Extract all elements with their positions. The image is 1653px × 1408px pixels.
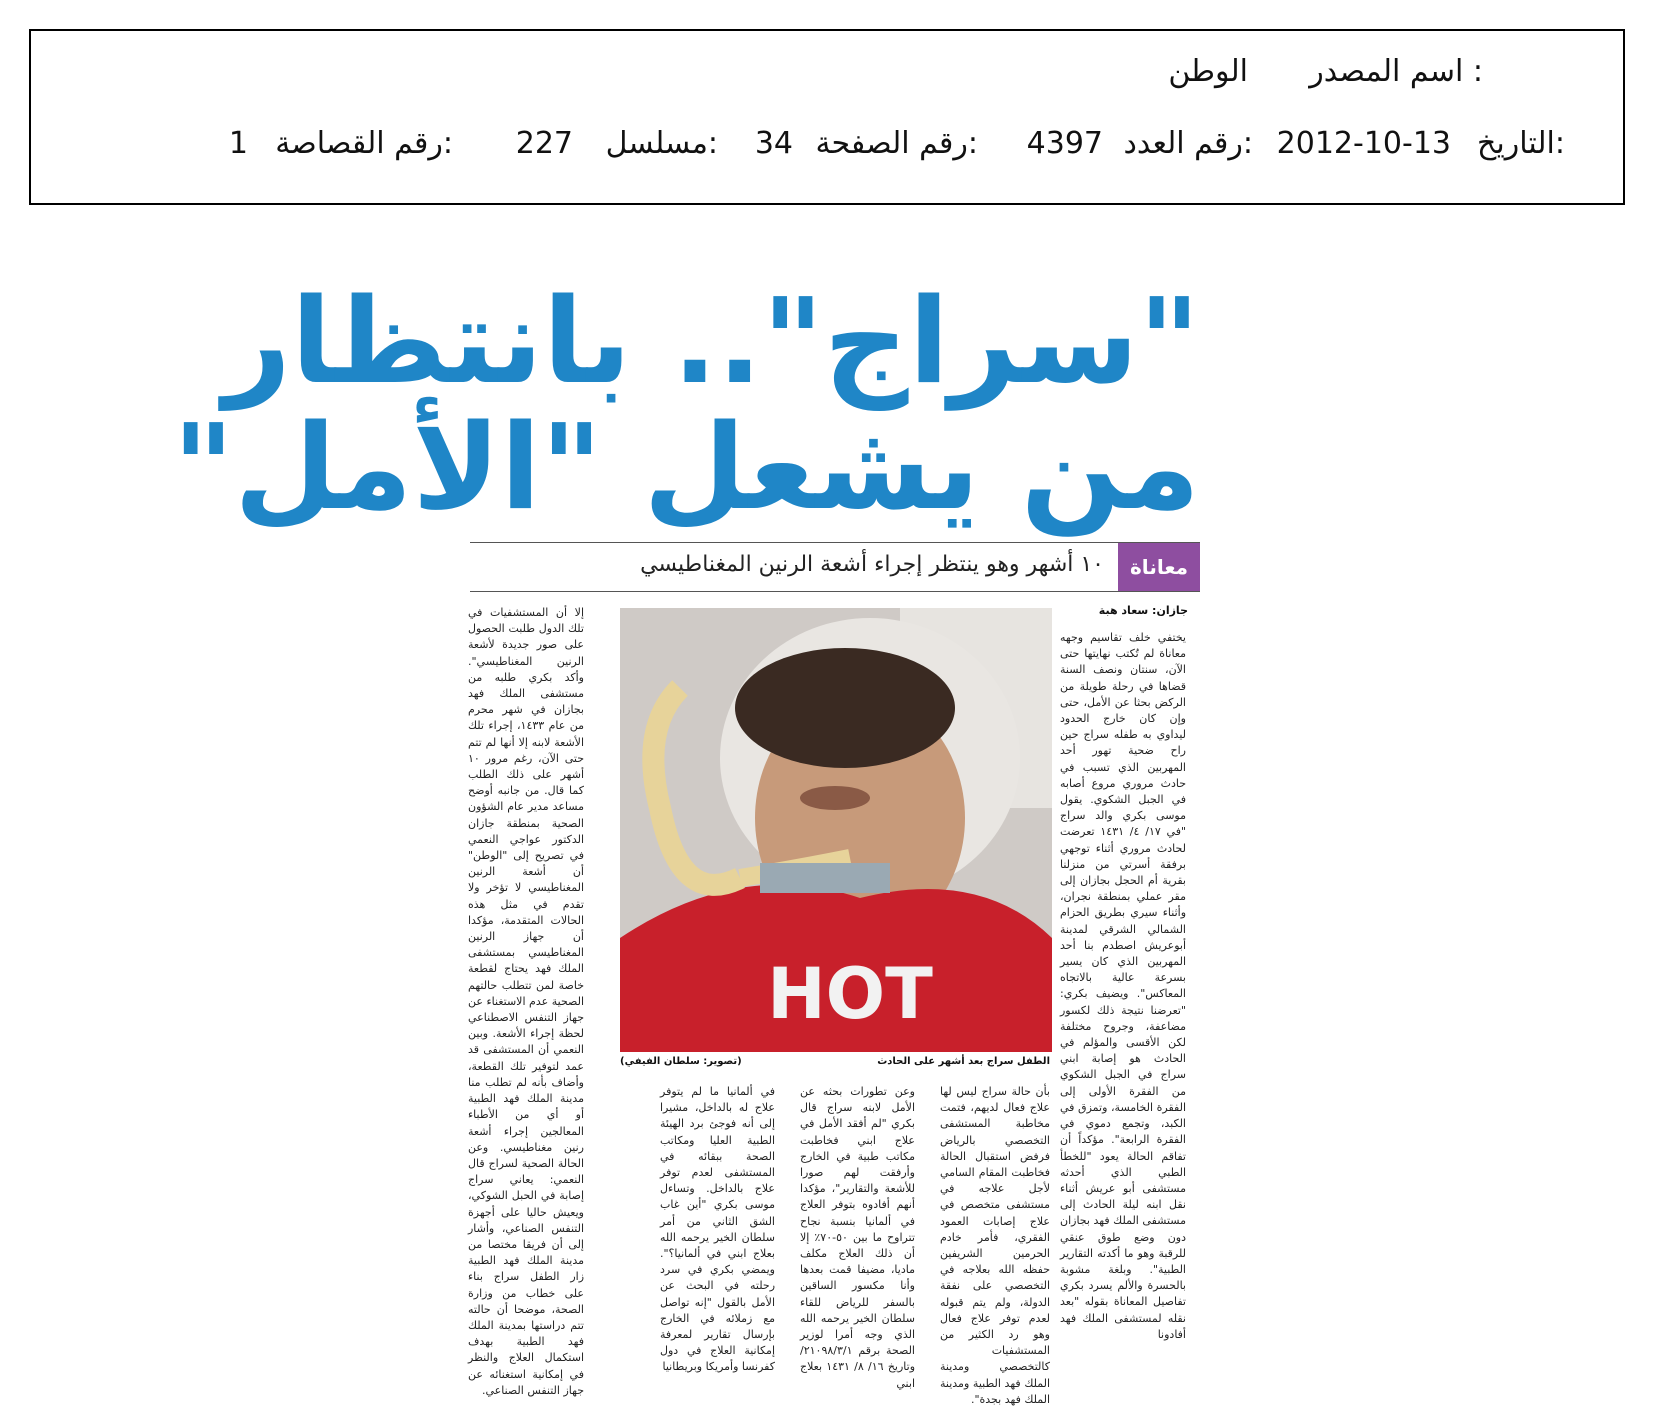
article-column-right: يختفي خلف تقاسيم وجهه معاناة لم تُكتب نهايتها حتى الآن، سنتان ونصف السنة قضاها في رحلة طويلة من الركض بحثا عن الأمل، حتى وإن كان خارج الحدود ليداوي به طفله سراج حين راح ضحية تهور أحد المهربين الذي تسبب في حادث مروري مروع أصابه في الجبل الشكوي. يقول موسى بكري والد سراج "في ١٧/ ٤/ ١٤٣١ تعرضت لحادث مروري أثناء توجهي برفقة أسرتي من منزلنا بقرية أم الحجل بجازان إلى مقر عملي بمنطقة نجران، وأثناء سيري بطريق الحزام الشمالي الشرقي لمدينة أبوعريش اصطدم بنا أحد المهربين الذي كان يسير بسرعة عالية بالاتجاه المعاكس". ويضيف بكري: "تعرضنا نتيجة ذلك لكسور مضاعفة، وجروح مختلفة لكن الأقسى والمؤلم في الحادث هو إصابة ابني سراج في الجبل الشكوي من الفقرة الأولى إلى الفقرة الخامسة، وتمزق في الكبد، وتجمع دموي في الفقرة الرابعة". مؤكداً أن تفاقم الحالة يعود "للخطأ الطبي الذي أحدثه مستشفى أبو عريش أثناء نقل ابنه ليلة الحادث إلى مستشفى الملك فهد بجازان دون وضع طوق عنقي للرقبة وهو ما أكدته التقارير الطبية". وبلغة مشوبة بالحسرة والألم يسرد بكري تفاصيل المعاناة بقوله "بعد نقله لمستشفى الملك فهد أفادونا — [1060, 631, 1187, 1341]
section-tag: معاناة — [1118, 543, 1200, 591]
clip-value: 1 — [228, 126, 248, 161]
issue-value: 4397 — [1026, 126, 1103, 161]
article-column-lower-1: بأن حالة سراج ليس لها علاج فعال لديهم، فتمت مخاطبة المستشفى التخصصي بالرياض فرفض استقبال الحالة فخاطبت المقام السامي لأجل علاجه في مستشفى متخصص في علاج إصابات العمود الفقري، فأمر خادم الحرمين الشريفين حفظه الله بعلاجه في التخصصي على نفقة الدولة، ولم يتم قبوله لعدم توفر علاج فعال وهو رد الكثير من المستشفيات كالتخصصي ومدينة الملك فهد الطبية ومدينة الملك فهد بجدة". — [940, 1085, 1050, 1406]
byline: جازان: سعاد هبة — [1098, 604, 1188, 617]
child-photo-illustration — [620, 608, 1052, 1052]
headline-line-1: "سراج".. بانتظار — [223, 272, 1200, 410]
source-value: الوطن — [1168, 54, 1248, 89]
source-label: اسم المصدر : — [1309, 54, 1483, 89]
news-article — [172, 260, 1200, 1406]
clip-label: رقم القصاصة: — [275, 126, 453, 161]
page-label: رقم الصفحة: — [815, 126, 978, 161]
article-column-lower-3: في ألمانيا ما لم يتوفر علاج له بالداخل، مشيرا إلى أنه فوجئ برد الهيئة الطبية العليا ومكاتب الصحة ببقائه في المستشفى لعدم توفر علاج بالداخل. وتساءل موسى بكري "أين غاب الشق الثاني من أمر سلطان الخير يرحمه الله بعلاج ابني في ألمانيا؟". ويمضي بكري في سرد رحلته في البحث عن الأمل بالقول "إنه تواصل مع زملائه في الخارج بإرسال تقارير لمعرفة إمكانية العلاج في دول كفرنسا وأمريكا وبريطانيا — [660, 1085, 775, 1374]
svg-text:HOT: HOT — [767, 953, 933, 1035]
article-column-left: إلا أن المستشفيات في تلك الدول طلبت الحصول على صور جديدة لأشعة الرنين المغناطيسي". وأكد بكري طلبه من مستشفى الملك فهد بجازان في شهر محرم من عام ١٤٣٣، إجراء تلك الأشعة لابنه إلا أنها لم تتم حتى الآن، رغم مرور ١٠ أشهر على ذلك الطلب كما قال. من جانبه أوضح مساعد مدير عام الشؤون الصحية بمنطقة جازان الدكتور عواجي النعمي في تصريح إلى "الوطن" أن أشعة الرنين المغناطيسي لا تؤخر ولا تقدم في مثل هذه الحالات المتقدمة، مؤكدا أن جهاز الرنين المغناطيسي بمستشفى الملك فهد يحتاج لقطعة خاصة لمن تتطلب حالتهم الصحية عدم الاستغناء عن جهاز التنفس الاصطناعي لحظة إجراء الأشعة. وبين النعمي أن المستشفى قد عمد لتوفير تلك القطعة، وأضاف بأنه لم تطلب منا مدينة الملك فهد الطبية أو أي من الأطباء المعالجين إجراء أشعة رنين مغناطيسي. وعن الحالة الصحية لسراج قال النعمي: يعاني سراج إصابة في الحبل الشوكي، ويعيش حاليا على أجهزة التنفس الصناعي، وأشار إلى أن فريقا مختصا من مدينة الملك فهد الطبية زار الطفل سراج بناء على خطاب من وزارة الصحة، موضحا أن حالته تتم دراستها بمدينة الملك فهد الطبية بهدف استكمال العلاج والنظر في إمكانية استغنائه عن جهاز التنفس الصناعي. — [468, 606, 585, 1397]
article-photo — [620, 608, 1052, 1052]
subheadline-bar — [470, 542, 1200, 592]
subheadline: ١٠ أشهر وهو ينتظر إجراء أشعة الرنين المغناطيسي — [640, 552, 1104, 577]
serial-label: مسلسل: — [605, 126, 718, 161]
serial-value: 227 — [515, 126, 573, 161]
article-column-lower-2: وعن تطورات بحثه عن الأمل لابنه سراج قال بكري "لم أفقد الأمل في علاج ابني فخاطبت مكاتب طبية في الخارج وأرفقت لهم صورا للأشعة والتقارير"، مؤكدا أنهم أفادوه بتوفر العلاج في ألمانيا بنسبة نجاح تتراوح ما بين ٥٠-٧٠٪ إلا أن ذلك العلاج مكلف ماديا، مضيفا قمت بعدها وأنا مكسور الساقين بالسفر للرياض للقاء سلطان الخير يرحمه الله الذي وجه أمرا لوزير الصحة برقم ٢١٠٩٨/٣/١/ وتاريخ ١٦/ ٨/ ١٤٣١ بعلاج ابني — [800, 1085, 916, 1390]
photo-credit: (تصوير: سلطان الفيفي) — [620, 1056, 742, 1067]
issue-label: رقم العدد: — [1123, 126, 1253, 161]
photo-caption: الطفل سراج بعد أشهر على الحادث — [877, 1056, 1050, 1067]
headline-line-2: من يشعل "الأمل" — [172, 398, 1200, 536]
date-value: 2012-10-13 — [1276, 126, 1451, 161]
source-info-box — [29, 29, 1625, 205]
date-label: التاريخ: — [1477, 126, 1565, 161]
page-value: 34 — [754, 126, 793, 161]
